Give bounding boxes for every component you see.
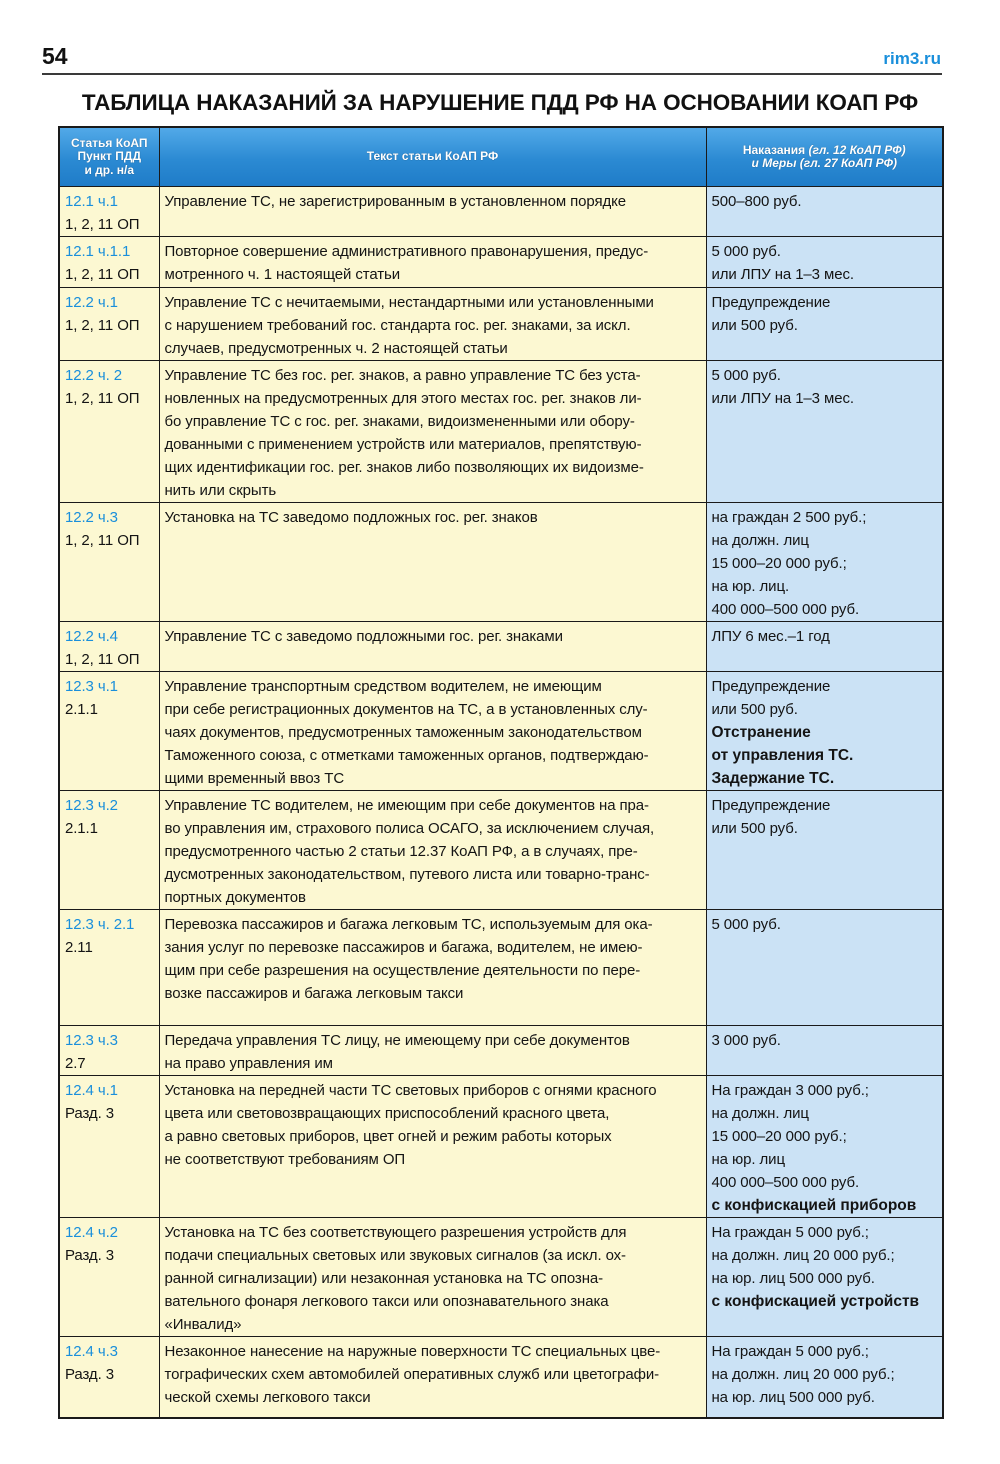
text-line: Таможенного союза, с отметками таможенных органов, подтверждаю- bbox=[164, 747, 649, 764]
table-row bbox=[59, 187, 943, 237]
header-penalty-label: Наказания bbox=[742, 142, 806, 157]
text-line: щих идентификации гос. рег. знаков либо позволяющих их видоизме- bbox=[164, 459, 644, 476]
text-line: Установка на передней части ТС световых приборов с огнями красного bbox=[164, 1082, 657, 1099]
rule-reference: 2.1.1 bbox=[65, 701, 98, 718]
measure-line: Задержание ТС. bbox=[711, 770, 835, 787]
table-row bbox=[59, 1026, 943, 1076]
table-row bbox=[59, 503, 943, 622]
text-line: Передача управления ТС лицу, не имеющему при себе документов bbox=[164, 1032, 630, 1049]
penalty-line: 5 000 руб. bbox=[711, 367, 781, 384]
article-cell bbox=[59, 503, 159, 622]
article-number: 12.2 ч. 2 bbox=[65, 367, 122, 384]
rule-reference: 1, 2, 11 ОП bbox=[65, 317, 140, 334]
article-cell bbox=[59, 288, 159, 361]
text-cell bbox=[159, 503, 706, 622]
penalty-cell bbox=[706, 1337, 943, 1418]
article-cell bbox=[59, 1218, 159, 1337]
article-number: 12.4 ч.3 bbox=[65, 1343, 118, 1360]
text-cell bbox=[159, 910, 706, 1026]
table-row bbox=[59, 672, 943, 791]
penalty-cell bbox=[706, 1026, 943, 1076]
article-cell bbox=[59, 910, 159, 1026]
header-penalty bbox=[706, 127, 943, 187]
text-line: цвета или световозвращающих приспособлений красного цвета, bbox=[164, 1105, 610, 1122]
text-line: Управление транспортным средством водителем, не имеющим bbox=[164, 678, 602, 695]
page-title: ТАБЛИЦА НАКАЗАНИЙ ЗА НАРУШЕНИЕ ПДД РФ НА ОСНОВАНИИ КОАП РФ bbox=[81, 90, 919, 115]
article-number: 12.2 ч.1 bbox=[65, 294, 118, 311]
penalty-cell bbox=[706, 791, 943, 910]
text-line: щими временный ввоз ТС bbox=[164, 770, 345, 787]
rule-reference: Разд. 3 bbox=[65, 1247, 114, 1264]
text-line: нить или скрыть bbox=[164, 482, 277, 499]
rule-reference: 1, 2, 11 ОП bbox=[65, 651, 140, 668]
text-line: возке пассажиров и багажа легковым такси bbox=[164, 985, 464, 1002]
penalty-line: на должн. лиц bbox=[711, 1105, 809, 1122]
article-number: 12.2 ч.3 bbox=[65, 509, 118, 526]
text-line: Управление ТС с нечитаемыми, нестандартными или установленными bbox=[164, 294, 654, 311]
text-line: Перевозка пассажиров и багажа легковым ТС, используемым для ока- bbox=[164, 916, 653, 933]
penalty-cell bbox=[706, 672, 943, 791]
penalty-line: 500–800 руб. bbox=[711, 193, 802, 210]
text-line: случаев, предусмотренных ч. 2 настоящей статьи bbox=[164, 340, 508, 357]
text-cell bbox=[159, 1218, 706, 1337]
rule-reference: 2.7 bbox=[65, 1055, 86, 1072]
text-cell bbox=[159, 1337, 706, 1418]
text-cell bbox=[159, 187, 706, 237]
text-line: Управление ТС с заведомо подложными гос. рег. знаками bbox=[164, 628, 563, 645]
rule-reference: 2.11 bbox=[65, 939, 93, 956]
text-line: новленных на предусмотренных для этого местах гос. рег. знаков ли- bbox=[164, 390, 642, 407]
text-cell bbox=[159, 288, 706, 361]
text-line: на право управления им bbox=[164, 1055, 333, 1072]
measure-line: Отстранение bbox=[711, 724, 811, 741]
penalty-cell bbox=[706, 1076, 943, 1218]
table-body bbox=[59, 187, 943, 1418]
text-cell bbox=[159, 622, 706, 672]
penalty-cell bbox=[706, 910, 943, 1026]
penalty-line: Предупреждение bbox=[711, 797, 831, 814]
penalty-line: или 500 руб. bbox=[711, 701, 798, 718]
text-line: с нарушением требований гос. стандарта гос. рег. знаками, за искл. bbox=[164, 317, 631, 334]
table-row bbox=[59, 791, 943, 910]
text-line: зания услуг по перевозке пассажиров и багажа, водителем, не имею- bbox=[164, 939, 643, 956]
text-line: предусмотренного частью 2 статьи 12.37 КоАП РФ, а в случаях, пре- bbox=[164, 843, 638, 860]
penalty-line: или ЛПУ на 1–3 мес. bbox=[711, 390, 854, 407]
header-article-line: и др. н/а bbox=[84, 162, 135, 177]
article-cell bbox=[59, 187, 159, 237]
text-line: Управление ТС водителем, не имеющим при себе документов на пра- bbox=[164, 797, 649, 814]
header-measures-ref: (гл. 27 КоАП РФ) bbox=[799, 156, 897, 170]
table-row bbox=[59, 237, 943, 288]
text-line: «Инвалид» bbox=[164, 1316, 242, 1333]
penalty-line: 5 000 руб. bbox=[711, 916, 781, 933]
penalty-line: 3 000 руб. bbox=[711, 1032, 781, 1049]
penalty-line: на должн. лиц bbox=[711, 532, 809, 549]
article-cell bbox=[59, 1076, 159, 1218]
penalty-line: на юр. лиц. bbox=[711, 578, 790, 595]
header-article-line: Пункт ПДД bbox=[77, 149, 141, 164]
penalty-line: 5 000 руб. bbox=[711, 243, 781, 260]
penalty-line: ЛПУ 6 мес.–1 год bbox=[711, 628, 830, 645]
article-number: 12.2 ч.4 bbox=[65, 628, 118, 645]
text-cell bbox=[159, 361, 706, 503]
article-cell bbox=[59, 1026, 159, 1076]
rule-reference: 2.1.1 bbox=[65, 820, 98, 837]
text-line: мотренного ч. 1 настоящей статьи bbox=[164, 266, 401, 283]
article-number: 12.1 ч.1 bbox=[65, 193, 118, 210]
site-link[interactable]: rim3.ru bbox=[883, 49, 941, 68]
header-divider bbox=[42, 73, 942, 75]
header-article bbox=[59, 127, 159, 187]
penalty-cell bbox=[706, 622, 943, 672]
penalty-line: или 500 руб. bbox=[711, 317, 798, 334]
text-line: вательного фонаря легкового такси или опознавательного знака bbox=[164, 1293, 609, 1310]
text-line: дусмотренных законодательством, путевого листа или товарно-транс- bbox=[164, 866, 650, 883]
rule-reference: 1, 2, 11 ОП bbox=[65, 216, 140, 233]
article-number: 12.4 ч.2 bbox=[65, 1224, 118, 1241]
article-number: 12.3 ч.2 bbox=[65, 797, 118, 814]
penalty-line: На граждан 5 000 руб.; bbox=[711, 1343, 869, 1360]
rule-reference: Разд. 3 bbox=[65, 1366, 114, 1383]
article-cell bbox=[59, 622, 159, 672]
penalty-cell bbox=[706, 503, 943, 622]
text-line: Управление ТС, не зарегистрированным в установленном порядке bbox=[164, 193, 627, 210]
header-article-line: Статья КоАП bbox=[70, 135, 148, 150]
text-line: Повторное совершение административного правонарушения, предус- bbox=[164, 243, 649, 260]
penalty-line: 400 000–500 000 руб. bbox=[711, 1174, 860, 1191]
page-number: 54 bbox=[42, 43, 68, 69]
text-cell bbox=[159, 1026, 706, 1076]
penalty-line: 15 000–20 000 руб.; bbox=[711, 1128, 847, 1145]
text-line: Незаконное нанесение на наружные поверхности ТС специальных цве- bbox=[164, 1343, 661, 1360]
table-row bbox=[59, 288, 943, 361]
penalty-line: на юр. лиц 500 000 руб. bbox=[711, 1270, 875, 1287]
penalty-line: Предупреждение bbox=[711, 678, 831, 695]
text-line: Установка на ТС заведомо подложных гос. рег. знаков bbox=[164, 509, 538, 526]
table-row bbox=[59, 1337, 943, 1418]
text-line: дованными с применением устройств или материалов, препятствую- bbox=[164, 436, 642, 453]
header-measures-label: и Меры bbox=[751, 156, 797, 170]
article-cell bbox=[59, 237, 159, 288]
article-number: 12.4 ч.1 bbox=[65, 1082, 118, 1099]
article-number: 12.3 ч.1 bbox=[65, 678, 118, 695]
text-line: чаях документов, предусмотренных таможенным законодательством bbox=[164, 724, 642, 741]
penalty-cell bbox=[706, 187, 943, 237]
penalty-line: на юр. лиц 500 000 руб. bbox=[711, 1389, 875, 1406]
text-line: во управления им, страхового полиса ОСАГО, за исключением случая, bbox=[164, 820, 655, 837]
rule-reference: 1, 2, 11 ОП bbox=[65, 390, 140, 407]
penalty-cell bbox=[706, 288, 943, 361]
text-line: а равно световых приборов, цвет огней и режим работы которых bbox=[164, 1128, 612, 1145]
measure-line: с конфискацией приборов bbox=[711, 1197, 917, 1214]
header-text: Текст статьи КоАП РФ bbox=[159, 127, 706, 187]
penalty-line: на должн. лиц 20 000 руб.; bbox=[711, 1366, 895, 1383]
text-line: портных документов bbox=[164, 889, 306, 906]
rule-reference: Разд. 3 bbox=[65, 1105, 114, 1122]
rule-reference: 1, 2, 11 ОП bbox=[65, 532, 140, 549]
penalty-cell bbox=[706, 237, 943, 288]
penalty-table bbox=[58, 126, 944, 1419]
text-line: тографических схем автомобилей оперативных служб или цветографи- bbox=[164, 1366, 660, 1383]
penalty-line: На граждан 3 000 руб.; bbox=[711, 1082, 869, 1099]
text-line: не соответствуют требованиям ОП bbox=[164, 1151, 406, 1168]
penalty-cell bbox=[706, 361, 943, 503]
article-cell bbox=[59, 361, 159, 503]
text-line: при себе регистрационных документов на ТС, а в установленных слу- bbox=[164, 701, 648, 718]
table-row bbox=[59, 1218, 943, 1337]
text-line: щим при себе разрешения на осуществление деятельности по пере- bbox=[164, 962, 641, 979]
table-row bbox=[59, 1076, 943, 1218]
article-number: 12.3 ч. 2.1 bbox=[65, 916, 135, 933]
text-line: Установка на ТС без соответствующего разрешения устройств для bbox=[164, 1224, 627, 1241]
table-header-row bbox=[59, 127, 943, 187]
table-row bbox=[59, 361, 943, 503]
penalty-line: или ЛПУ на 1–3 мес. bbox=[711, 266, 854, 283]
text-line: Управление ТС без гос. рег. знаков, а равно управление ТС без уста- bbox=[164, 367, 641, 384]
text-line: бо управление ТС с гос. рег. знаками, видоизмененными или обору- bbox=[164, 413, 635, 430]
article-cell bbox=[59, 791, 159, 910]
text-line: подачи специальных световых или звуковых сигналов (за искл. ох- bbox=[164, 1247, 626, 1264]
measure-line: от управления ТС. bbox=[711, 747, 854, 764]
article-cell bbox=[59, 672, 159, 791]
text-line: ранной сигнализации) или незаконная установка на ТС опозна- bbox=[164, 1270, 604, 1287]
text-cell bbox=[159, 1076, 706, 1218]
text-cell bbox=[159, 237, 706, 288]
rule-reference: 1, 2, 11 ОП bbox=[65, 266, 140, 283]
text-cell bbox=[159, 672, 706, 791]
article-cell bbox=[59, 1337, 159, 1418]
penalty-line: 400 000–500 000 руб. bbox=[711, 601, 860, 618]
table-row bbox=[59, 622, 943, 672]
penalty-line: На граждан 5 000 руб.; bbox=[711, 1224, 869, 1241]
penalty-cell bbox=[706, 1218, 943, 1337]
text-line: ческой схемы легкового такси bbox=[164, 1389, 371, 1406]
text-cell bbox=[159, 791, 706, 910]
header-penalty-ref: (гл. 12 КоАП РФ) bbox=[808, 142, 906, 157]
penalty-line: на юр. лиц bbox=[711, 1151, 785, 1168]
penalty-line: на граждан 2 500 руб.; bbox=[711, 509, 867, 526]
penalty-line: на должн. лиц 20 000 руб.; bbox=[711, 1247, 895, 1264]
article-number: 12.1 ч.1.1 bbox=[65, 243, 131, 260]
penalty-line: 15 000–20 000 руб.; bbox=[711, 555, 847, 572]
article-number: 12.3 ч.3 bbox=[65, 1032, 118, 1049]
table-row bbox=[59, 910, 943, 1026]
measure-line: с конфискацией устройств bbox=[711, 1293, 920, 1310]
penalty-line: Предупреждение bbox=[711, 294, 831, 311]
penalty-line: или 500 руб. bbox=[711, 820, 798, 837]
